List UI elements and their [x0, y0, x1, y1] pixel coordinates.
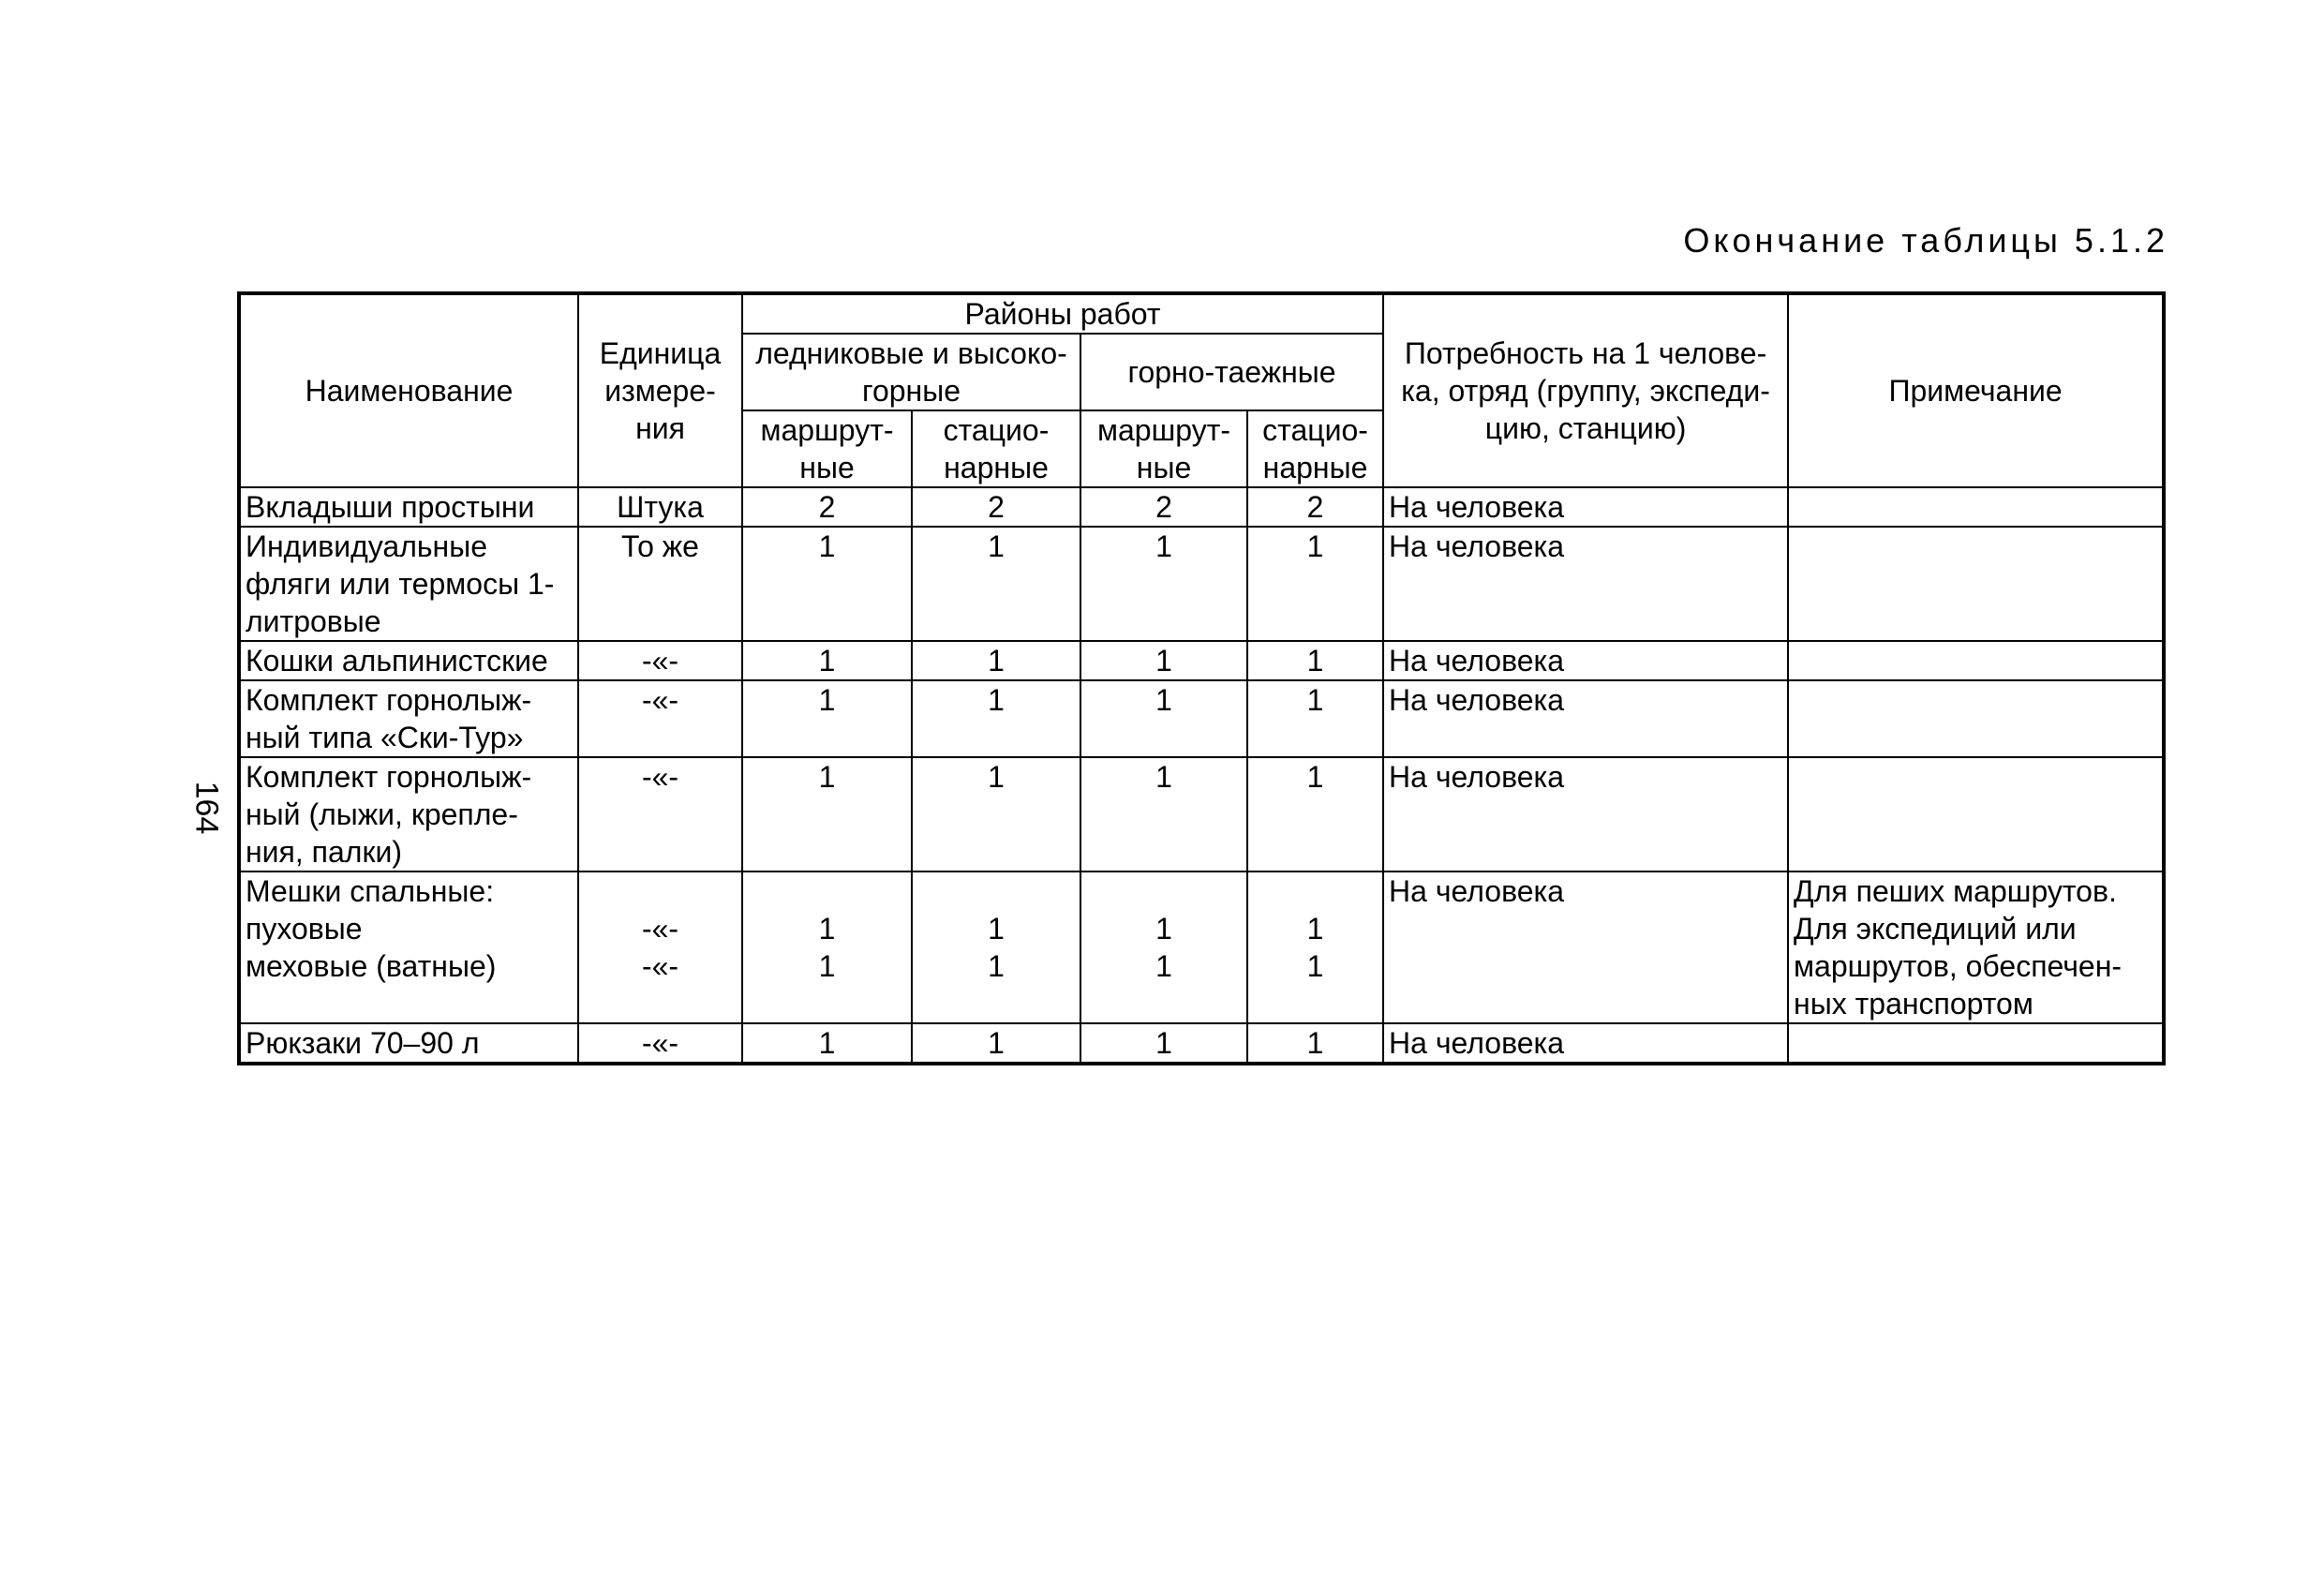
subrow-value: 1 — [1306, 949, 1324, 983]
row-value: 2 — [1247, 487, 1383, 527]
row-value — [1247, 871, 1383, 1023]
row-name: Кошки альпинистские — [239, 641, 578, 680]
row-unit: Штука — [578, 487, 742, 527]
row-note — [1788, 680, 2164, 757]
row-note — [1788, 1023, 2164, 1064]
subrow-value: 1 — [988, 949, 1005, 983]
row-value — [1080, 871, 1247, 1023]
row-name: Рюкзаки 70–90 л — [239, 1023, 578, 1064]
row-note — [1788, 641, 2164, 680]
row-need: На человека — [1383, 527, 1788, 641]
row-value: 1 — [1080, 1023, 1247, 1064]
row-name: Комплект горнолыж-ный (лыжи, крепле-ния, палки) — [239, 757, 578, 871]
row-need: На человека — [1383, 1023, 1788, 1064]
header-regions: Районы работ — [742, 293, 1383, 334]
row-note — [1788, 487, 2164, 527]
table-row — [239, 641, 2164, 680]
row-value — [742, 871, 912, 1023]
header-route-1: маршрут-ные — [742, 410, 912, 487]
subrow-value: 1 — [988, 912, 1005, 946]
row-name — [239, 871, 578, 1023]
equipment-table — [237, 291, 2166, 1065]
header-stationary-2: стацио-нарные — [1247, 410, 1383, 487]
header-need: Потребность на 1 челове-ка, отряд (группу, экспеди-цию, станцию) — [1383, 293, 1788, 487]
subrow-note: Для пеших маршрутов. — [1794, 874, 2117, 908]
subrow-unit: -«- — [641, 912, 679, 946]
subrow-value: 1 — [1155, 912, 1172, 946]
row-value: 1 — [912, 527, 1080, 641]
row-unit: -«- — [578, 641, 742, 680]
row-value: 1 — [912, 641, 1080, 680]
header-taiga: горно-таежные — [1080, 334, 1383, 410]
row-name: Комплект горнолыж-ный типа «Ски-Тур» — [239, 680, 578, 757]
row-unit: -«- — [578, 680, 742, 757]
row-unit: То же — [578, 527, 742, 641]
row-value: 1 — [1080, 527, 1247, 641]
row-value: 2 — [912, 487, 1080, 527]
row-value: 1 — [1247, 757, 1383, 871]
row-note — [1788, 871, 2164, 1023]
row-value: 1 — [1247, 680, 1383, 757]
header-stationary-1: стацио-нарные — [912, 410, 1080, 487]
row-value: 1 — [1080, 680, 1247, 757]
row-need: На человека — [1383, 487, 1788, 527]
row-need: На человека — [1383, 641, 1788, 680]
row-value: 1 — [742, 1023, 912, 1064]
row-name: Вкладыши простыни — [239, 487, 578, 527]
row-value — [912, 871, 1080, 1023]
row-name: Индивидуальные фляги или термосы 1-литровые — [239, 527, 578, 641]
row-value: 1 — [912, 1023, 1080, 1064]
row-value: 2 — [1080, 487, 1247, 527]
row-value: 1 — [742, 680, 912, 757]
row-need: На человека — [1383, 871, 1788, 1023]
row-value: 1 — [742, 641, 912, 680]
header-glacier: ледниковые и высоко-горные — [742, 334, 1080, 410]
row-value: 1 — [1247, 641, 1383, 680]
row-value: 1 — [1080, 641, 1247, 680]
page-number: 164 — [188, 781, 225, 835]
subrow-unit: -«- — [641, 949, 679, 983]
table-row — [239, 487, 2164, 527]
row-value: 2 — [742, 487, 912, 527]
table-caption: Окончание таблицы 5.1.2 — [1683, 221, 2168, 260]
row-note — [1788, 527, 2164, 641]
table-row — [239, 757, 2164, 871]
subrow-name: пуховые — [246, 912, 363, 946]
table-row — [239, 527, 2164, 641]
subrow-name: меховые (ватные) — [246, 949, 497, 983]
row-value: 1 — [1247, 1023, 1383, 1064]
table-row — [239, 1023, 2164, 1064]
header-note: Примечание — [1788, 293, 2164, 487]
row-value: 1 — [742, 757, 912, 871]
row-value: 1 — [1247, 527, 1383, 641]
subrow-value: 1 — [818, 949, 836, 983]
sleeping-bags-title: Мешки спальные: — [246, 874, 495, 908]
row-value: 1 — [742, 527, 912, 641]
row-value: 1 — [912, 757, 1080, 871]
row-need: На человека — [1383, 680, 1788, 757]
row-value: 1 — [912, 680, 1080, 757]
row-note — [1788, 757, 2164, 871]
row-unit: -«- — [578, 1023, 742, 1064]
header-name: Наименование — [239, 293, 578, 487]
row-value: 1 — [1080, 757, 1247, 871]
table-row — [239, 871, 2164, 1023]
header-route-2: маршрут-ные — [1080, 410, 1247, 487]
row-need: На человека — [1383, 757, 1788, 871]
table-row — [239, 680, 2164, 757]
subrow-value: 1 — [1155, 949, 1172, 983]
row-unit: -«- — [578, 757, 742, 871]
subrow-note: Для экспедиций или маршрутов, обеспечен-ных транспортом — [1794, 912, 2123, 1020]
subrow-value: 1 — [818, 912, 836, 946]
header-unit: Единица измере-ния — [578, 293, 742, 487]
subrow-value: 1 — [1306, 912, 1324, 946]
row-unit — [578, 871, 742, 1023]
